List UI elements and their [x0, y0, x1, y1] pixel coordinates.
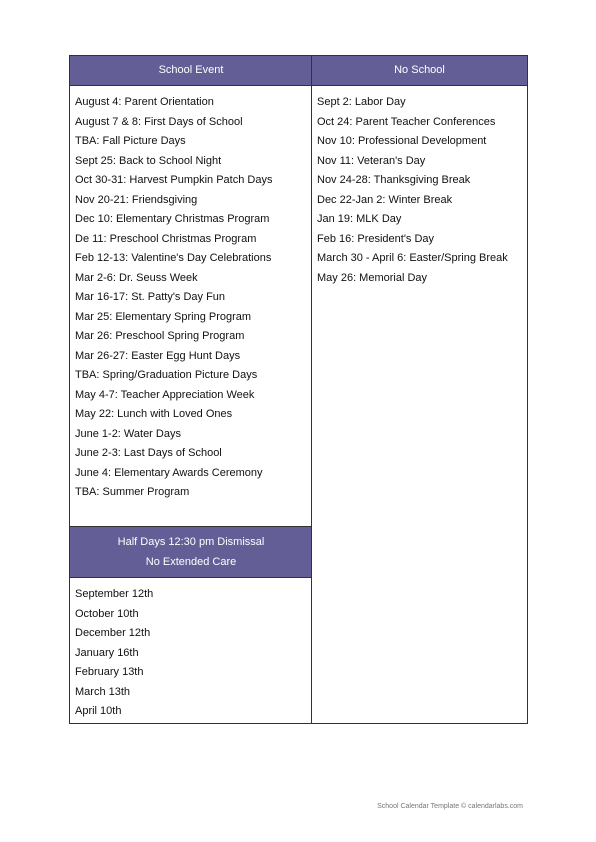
school-event-column: [69, 55, 312, 724]
list-item: March 13th: [75, 685, 131, 698]
list-item: Mar 2-6: Dr. Seuss Week: [75, 271, 198, 284]
list-item: Mar 16-17: St. Patty's Day Fun: [75, 291, 226, 303]
list-item: TBA: Spring/Graduation Picture Days: [75, 369, 258, 381]
half-days-section: [70, 526, 312, 722]
list-item: Sept 2: Labor Day: [317, 96, 406, 108]
list-item: Nov 10: Professional Development: [317, 135, 487, 147]
list-item: Dec 22-Jan 2: Winter Break: [317, 193, 453, 206]
list-item: Nov 11: Veteran's Day: [317, 154, 426, 167]
list-item: Mar 26-27: Easter Egg Hunt Days: [75, 349, 241, 362]
list-item: Oct 24: Parent Teacher Conferences: [317, 115, 496, 128]
no-school-header: No School: [312, 56, 527, 86]
list-item: TBA: Summer Program: [75, 486, 190, 498]
footer-credit: School Calendar Template © calendarlabs.com: [377, 803, 523, 810]
list-item: April 10th: [75, 705, 122, 717]
list-item: Mar 25: Elementary Spring Program: [75, 310, 252, 323]
list-item: May 22: Lunch with Loved Ones: [75, 408, 233, 420]
list-item: December 12th: [75, 627, 151, 639]
list-item: September 12th: [75, 588, 154, 600]
list-item: TBA: Fall Picture Days: [75, 135, 186, 147]
list-item: Nov 20-21: Friendsgiving: [75, 193, 198, 206]
list-item: De 11: Preschool Christmas Program: [75, 232, 257, 245]
list-item: January 16th: [75, 646, 139, 659]
list-item: June 4: Elementary Awards Ceremony: [75, 466, 263, 479]
list-item: Nov 24-28: Thanksgiving Break: [317, 174, 471, 186]
list-item: August 4: Parent Orientation: [75, 96, 214, 108]
list-item: Jan 19: MLK Day: [317, 213, 402, 225]
half-days-list: [70, 578, 312, 722]
list-item: Feb 12-13: Valentine's Day Celebrations: [75, 252, 272, 264]
list-item: Oct 30-31: Harvest Pumpkin Patch Days: [75, 174, 273, 186]
list-item: Mar 26: Preschool Spring Program: [75, 330, 245, 342]
half-days-header: [70, 526, 312, 578]
list-item: Sept 25: Back to School Night: [75, 154, 222, 167]
list-item: Dec 10: Elementary Christmas Program: [75, 213, 270, 225]
no-school-column: [311, 55, 528, 724]
list-item: August 7 & 8: First Days of School: [75, 115, 243, 128]
list-item: Feb 16: President's Day: [317, 232, 435, 245]
list-item: June 1-2: Water Days: [75, 427, 181, 440]
half-days-header-line1: Half Days 12:30 pm Dismissal: [117, 536, 265, 548]
list-item: March 30 - April 6: Easter/Spring Break: [317, 252, 508, 264]
list-item: May 4-7: Teacher Appreciation Week: [75, 388, 255, 401]
half-days-header-line2: No Extended Care: [145, 556, 237, 568]
no-school-list: [312, 86, 527, 288]
list-item: October 10th: [75, 607, 139, 620]
school-event-header: School Event: [70, 56, 312, 86]
list-item: May 26: Memorial Day: [317, 271, 428, 284]
school-event-list: [70, 86, 312, 503]
list-item: June 2-3: Last Days of School: [75, 447, 222, 459]
list-item: February 13th: [75, 666, 144, 678]
